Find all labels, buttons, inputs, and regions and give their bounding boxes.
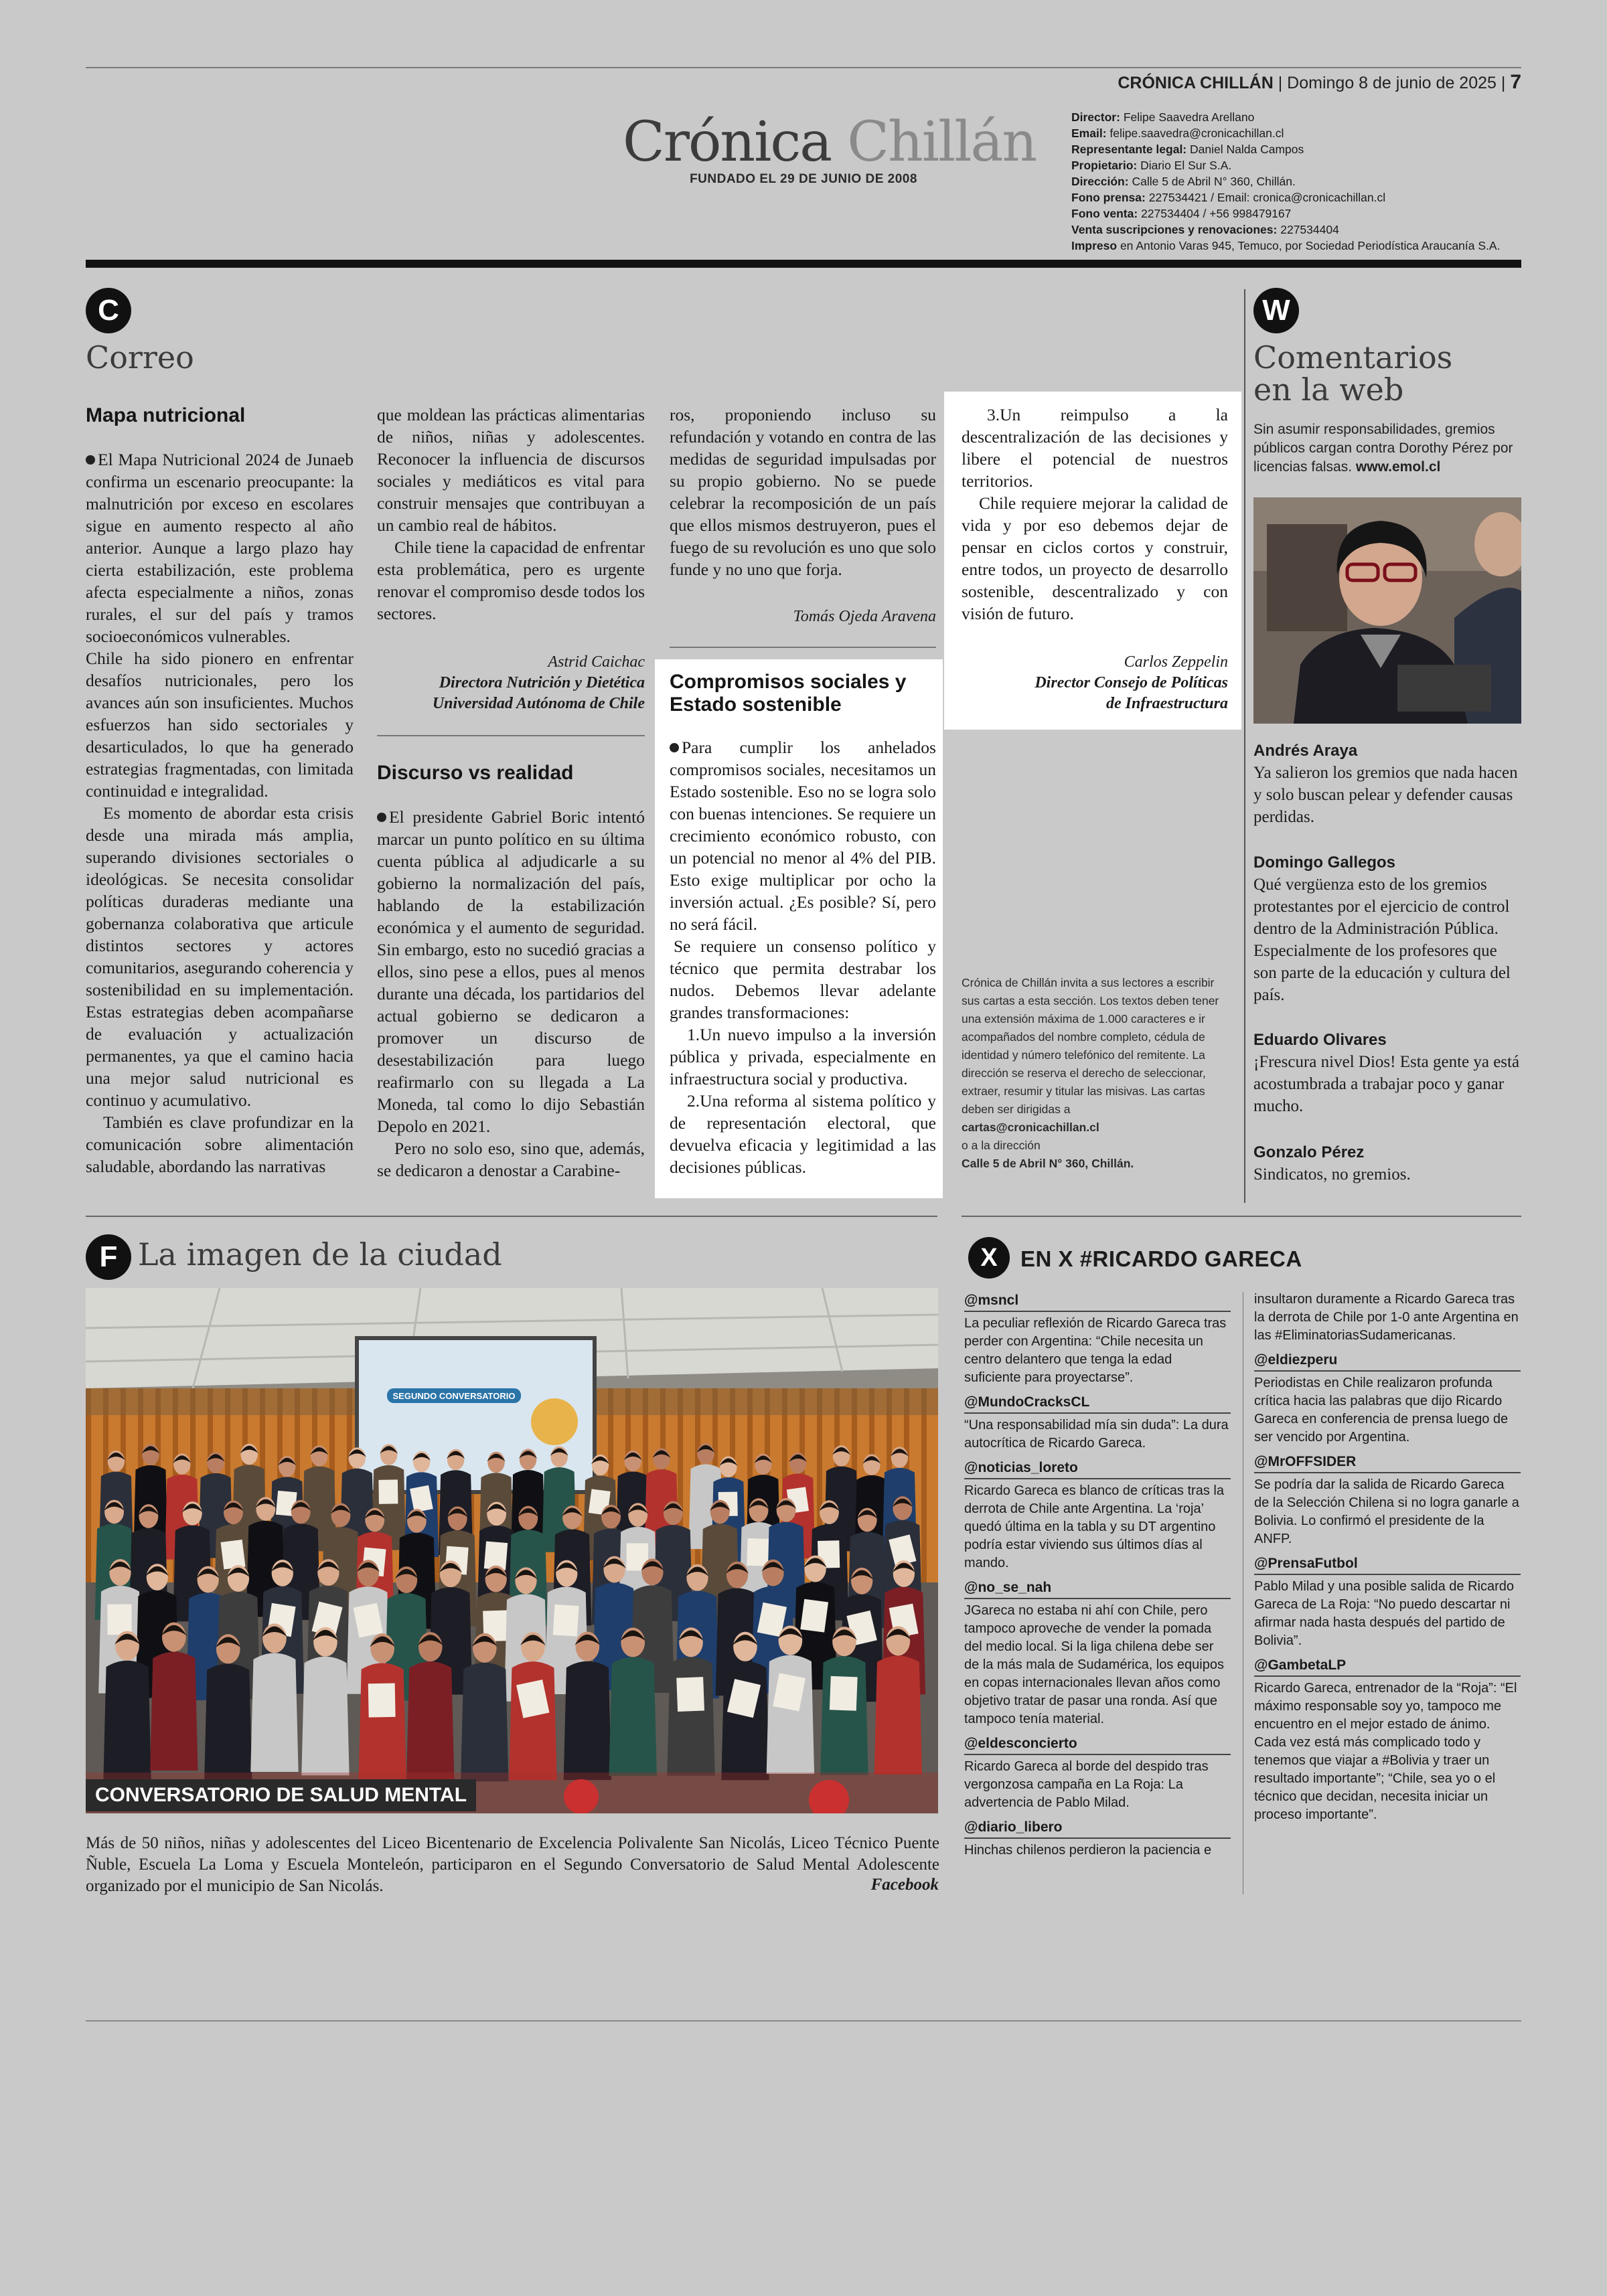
web-icon: W [1253, 288, 1299, 333]
paragraph: El presidente Gabriel Boric intentó marcar un punto político en su última cuenta pública al adjudicarle a su gobierno la normalización del país, hablando de la estabilización económica y el aumento de seguridad. Sin embargo, esto no sucedió gracias a ellos, sino pese a ellos, pues al menos durante una década, los partidarios del actual gobierno se dedicaron a promover un discurso de desestabilización para luego reafirmarlo con su llegada a La Moneda, tal como lo dijo Sebastián Depolo en 2021. [377, 807, 645, 1136]
tweet-handle[interactable]: @noticias_loreto [964, 1458, 1231, 1479]
comment-text: Sindicatos, no gremios. [1253, 1165, 1411, 1183]
letter3-body [670, 736, 936, 1178]
info-line: Director: Felipe Saavedra Arellano [1071, 110, 1255, 124]
x-title: EN X #RICARDO GARECA [1020, 1246, 1302, 1271]
letter3-heading: Compromisos sociales y Estado sostenible [670, 671, 907, 716]
paragraph: Chile tiene la capacidad de enfrentar esta problemática, pero es urgente renovar el compromiso desde todos los sectores. [377, 538, 645, 623]
comment-author: Domingo Gallegos [1253, 853, 1396, 872]
comment-author: Eduardo Olivares [1253, 1031, 1387, 1049]
comment-author: Andrés Araya [1253, 742, 1358, 760]
tweet-handle[interactable]: @GambetaLP [1254, 1655, 1521, 1677]
info-line: Dirección: Calle 5 de Abril N° 360, Chillán. [1071, 175, 1296, 188]
photo-caption [86, 1833, 939, 1897]
masthead [623, 110, 1037, 187]
signature-title: Directora Nutrición y Dietética [439, 674, 645, 691]
certificate [830, 1676, 858, 1711]
bullet-dot-icon [377, 813, 386, 822]
tweet-handle[interactable]: @MrOFFSIDER [1254, 1452, 1521, 1473]
signature-name: Carlos Zeppelin [1124, 653, 1228, 671]
paragraph: ros, proponiendo incluso su refundación y votando en contra de las medidas de seguridad impulsadas por su propio gobierno. No se puede celebrar la recomposición de un país que ellos mismos destruyeron, pues el fuego de su revolución es uno que solo funde y no uno que forja. [670, 405, 936, 579]
web-intro [1253, 420, 1521, 477]
tweet-handle[interactable]: @eldesconcierto [964, 1734, 1231, 1755]
crowd-person-body [820, 1656, 868, 1775]
info-line: Venta suscripciones y renovaciones: 227534404 [1071, 223, 1339, 236]
paragraph: También es clave profundizar en la comunicación sobre alimentación saludable, abordando las narrativas [86, 1113, 354, 1176]
x-column-1 [964, 1291, 1231, 1865]
letter1-col2 [377, 404, 645, 625]
crowd-person-body [609, 1657, 656, 1776]
tweet-handle[interactable]: @msncl [964, 1291, 1231, 1312]
running-date: Domingo 8 de junio de 2025 [1287, 74, 1497, 92]
tweet-handle[interactable]: @no_se_nah [964, 1578, 1231, 1599]
group-photo [86, 1288, 938, 1813]
crowd-person-body [509, 1661, 556, 1780]
crowd-person-body [103, 1661, 151, 1779]
paragraph: El Mapa Nutricional 2024 de Junaeb confirma un escenario preocupante: la malnutrición por exceso en escolares sigue en aumento respecto al año anterior. Aunque a largo plazo hay cierta estabilización, este problema afecta especialmente a niños, zonas rurales, el sur del país y tramos socioeconómicos vulnerables. [86, 450, 354, 646]
bullet-dot-icon [670, 743, 679, 752]
tweet-handle[interactable]: @MundoCracksCL [964, 1392, 1231, 1414]
certificate [676, 1677, 704, 1712]
speaker-photo [1253, 497, 1521, 724]
letter3-cont [962, 404, 1228, 625]
crowd-person-body [204, 1663, 252, 1782]
screen-text: SEGUNDO CONVERSATORIO [392, 1391, 516, 1401]
info-line: Fono venta: 227534404 / +56 998479167 [1071, 207, 1292, 220]
crowd-person-body [250, 1653, 298, 1771]
certificate [800, 1599, 828, 1633]
web-title: Comentarios en la web [1253, 339, 1453, 408]
comment-text: Ya salieron los gremios que nada hacen y solo buscan pelear y defender causas perdidas. [1253, 764, 1518, 826]
signature-name: Astrid Caichac [548, 653, 645, 671]
tweet-text: Pablo Milad y una posible salida de Ricardo Gareca de La Roja: “No puedo descartar ni afirmar nada hasta después del partido de Bolivia”. [1254, 1579, 1515, 1648]
crowd-person-body [874, 1655, 922, 1774]
letter1-col1 [86, 448, 354, 1177]
tweet-text: “Una responsabilidad mía sin duda”: La dura autocrítica de Ricardo Gareca. [964, 1418, 1229, 1451]
info-line: Fono prensa: 227534421 / Email: cronica@cronicachillan.cl [1071, 191, 1386, 204]
comment-text: ¡Frescura nivel Dios! Esta gente ya está acostumbrada a trabajar poco y ganar mucho. [1253, 1053, 1520, 1115]
tweet-text: Hinchas chilenos perdieron la paciencia e [964, 1843, 1212, 1858]
crowd-person-body [358, 1663, 406, 1781]
info-line: Propietario: Diario El Sur S.A. [1071, 159, 1232, 172]
imagen-title: La imagen de la ciudad [138, 1236, 502, 1273]
paragraph: Pero no solo eso, sino que, además, se dedicaron a denostar a Carabine- [377, 1139, 645, 1180]
top-rule [86, 67, 1521, 68]
page-number: 7 [1510, 71, 1521, 93]
info-line: Impreso en Antonio Varas 945, Temuco, por Sociedad Periodística Araucanía S.A. [1071, 239, 1501, 252]
certificate [368, 1683, 396, 1717]
tweet-handle[interactable]: @diario_libero [964, 1817, 1231, 1839]
masthead-info [1071, 109, 1527, 254]
section-divider [962, 1216, 1521, 1217]
comment-text: Qué vergüenza esto de los gremios protestantes por el ejercicio de control dentro de la Administración Pública. Especialmente de los profesores que son parte de la educación y cultura del país. [1253, 876, 1511, 1004]
correo-icon: C [86, 288, 131, 333]
running-title: CRÓNICA CHILLÁN [1118, 74, 1274, 92]
notice-or: o a la dirección [962, 1139, 1041, 1152]
crowd-person-body [564, 1661, 611, 1780]
comment-author: Gonzalo Pérez [1253, 1143, 1365, 1161]
tweet-text: Ricardo Gareca al borde del despido tras vergonzosa campaña en La Roja: La advertencia de Pablo Milad. [964, 1759, 1209, 1810]
letter1-signature [377, 652, 645, 714]
paragraph: Para cumplir los anhelados compromisos sociales, necesitamos un Estado sostenible. Eso no se logra solo con buenas intenciones. Se requiere un crecimiento económico robusto, con un potencial no menor al 4% del PIB. Esto exige multiplicar por ocho la inversión actual. ¿Es posible? Sí, pero no será fácil. [670, 738, 936, 934]
bullet-dot-icon [86, 455, 95, 465]
info-line: Email: felipe.saavedra@cronicachillan.cl [1071, 127, 1284, 140]
imagen-icon: F [86, 1234, 131, 1280]
column-divider [1244, 289, 1245, 1203]
running-header [1118, 72, 1521, 93]
crowd-person-body [461, 1663, 508, 1781]
certificate [553, 1605, 579, 1637]
running-separator: | [1501, 74, 1511, 92]
info-line: Representante legal: Daniel Nalda Campos [1071, 143, 1304, 156]
running-separator: | [1278, 74, 1288, 92]
founded-line: FUNDADO EL 29 DE JUNIO DE 2008 [690, 172, 917, 186]
tweet-handle[interactable]: @eldiezperu [1254, 1350, 1521, 1372]
letter1-heading: Mapa nutricional [86, 404, 246, 426]
header-thick-rule [86, 260, 1521, 268]
crowd-person-body [301, 1657, 349, 1775]
certificate [378, 1479, 398, 1503]
masthead-logo [623, 110, 1037, 175]
web-source[interactable]: www.emol.cl [1355, 459, 1441, 475]
tweet-text: Ricardo Gareca es blanco de críticas tras la derrota de Chile ante Argentina. La ‘roja’ quedó última en la tabla y su DT argentino podría estar viviendo sus últimos días al mando. [964, 1483, 1224, 1570]
letter2-col2 [377, 806, 645, 1181]
paragraph: Se requiere un consenso político y técnico que permita destrabar los nudos. Debemos llevar adelante grandes transformaciones: [670, 936, 936, 1022]
tweet-text: Se podría dar la salida de Ricardo Gareca de la Selección Chilena si no logra ganarle a Bolivia. Lo confirmó el presidente de la ANFP. [1254, 1477, 1519, 1546]
crowd-person-body [406, 1661, 454, 1780]
section-divider [86, 1216, 937, 1217]
correo-title: Correo [86, 339, 194, 376]
crowd-person-body [721, 1661, 769, 1780]
web-intro-text: Sin asumir responsabilidades, gremios públicos cargan contra Dorothy Pérez por licencias falsas. [1253, 422, 1513, 475]
signature-title: Director Consejo de Políticas [1035, 674, 1228, 691]
tweet-text: insultaron duramente a Ricardo Gareca tras la derrota de Chile por 1-0 ante Argentina en las #EliminatoriasSudamericanas. [1254, 1292, 1519, 1343]
web-comment [1253, 740, 1521, 828]
letter3-signature [962, 652, 1228, 714]
letter2-col3 [670, 404, 936, 580]
signature-org: de Infraestructura [1105, 695, 1228, 712]
divider [670, 647, 936, 648]
logo-cronica: Crónica [623, 110, 832, 174]
notice-text: Crónica de Chillán invita a sus lectores a escribir sus cartas a esta sección. Los textos deben tener una extensión máxima de 1.000 caracteres e ir acompañados del nombre completo, cédula de identidad y número telefónico del remitente. La dirección se reserva el derecho de seleccionar, extraer, resumir y titular las misivas. Las cartas deben ser dirigidas a [962, 976, 1219, 1116]
paragraph: 2.Una reforma al sistema político y de representación electoral, que devuelva eficacia y legitimidad a las decisiones públicas. [670, 1091, 936, 1177]
divider [377, 735, 645, 736]
web-comment [1253, 1142, 1521, 1185]
bottom-rule [86, 2020, 1521, 2022]
certificate [221, 1540, 246, 1569]
tweet-handle[interactable]: @PrensaFutbol [1254, 1554, 1521, 1575]
notice-email[interactable]: cartas@cronicachillan.cl [962, 1121, 1099, 1134]
photo-banner: CONVERSATORIO DE SALUD MENTAL [86, 1779, 476, 1811]
paragraph: Chile ha sido pionero en enfrentar desafíos nutricionales, pero los avances aún son insuficientes. Muchos esfuerzos han sido sectoriales y desarticulados, lo que ha generado estrategias fragmentadas, con limitada continuidad e integralidad. [86, 649, 354, 801]
x-icon: X [968, 1237, 1010, 1279]
paragraph: Chile requiere mejorar la calidad de vida y por eso debemos dejar de pensar en ciclos cortos y construir, entre todos, un proyecto de desarrollo sostenible, descentralizado y con visión de futuro. [962, 493, 1228, 623]
paragraph: Es momento de abordar esta crisis desde una mirada más amplia, superando divisiones sectoriales o ideológicas. Se necesita consolidar políticas duraderas mediante una gobernanza colaborativa que articule distintos sectores y actores comunitarios, asegurando coherencia y sostenibilidad en su implementación. Estas estrategias deben acompañarse de evaluación y actualización permanentes, ya que el camino hacia una mejor salud nutricional es continuo y acumulativo. [86, 803, 354, 1110]
certificate [107, 1605, 131, 1635]
crowd-person-body [667, 1657, 714, 1775]
notice-address: Calle 5 de Abril N° 360, Chillán. [962, 1157, 1134, 1170]
tweet-text: JGareca no estaba ni ahí con Chile, pero tampoco aproveche de vender la pomada del medio local. Si la liga chilena debe ser de la más mala de Sudamérica, los equipos en copas internacionales llevan años como objetivo tratar de pasar una ronda. Así que tampoco tenía material. [964, 1603, 1224, 1726]
tweet-text: Periodistas en Chile realizaron profunda crítica hacia las palabras que dijo Ricardo Gareca en conferencia de prensa luego de ser vencido por Argentina. [1254, 1376, 1509, 1445]
tweet-text: La peculiar reflexión de Ricardo Gareca tras perder con Argentina: “Chile necesita un centro delantero que tenga la edad suficiente para proyectarse”. [964, 1316, 1227, 1385]
caption-text: Más de 50 niños, niñas y adolescentes del Liceo Bicentenario de Excelencia Polivalente San Nicolás, Liceo Técnico Puente Ñuble, Escuela La Loma y Escuela Monteleón, participaron en el Segundo Conversatorio de Salud Mental Adolescente organizado por el municipio de San Nicolás. [86, 1834, 939, 1895]
paragraph: 1.Un nuevo impulso a la inversión pública y privada, especialmente en infraestructura social y productiva. [670, 1025, 936, 1088]
x-column-2 [1254, 1291, 1521, 1829]
web-photo [1253, 497, 1521, 724]
city-photo [86, 1288, 938, 1813]
paragraph: que moldean las prácticas alimentarias de niños, niñas y adolescentes. Reconocer la influencia de discursos sociales y mediáticos es vital para construir mensajes que contribuyan a un cambio real de hábitos. [377, 405, 645, 535]
signature-name: Tomás Ojeda Aravena [793, 608, 936, 625]
tweet-text: Ricardo Gareca, entrenador de la “Roja”: “El máximo responsable soy yo, tampoco me encuentro en el mejor estado de ánimo. Cada vez está más complicado todo y tenemos que viajar a #Bolivia y traer un resultado importante”; “Chile, sea yo o el técnico que decidan, necesita iniciar un proceso importante”. [1254, 1681, 1517, 1822]
letter2-signature [670, 606, 936, 627]
crowd-person-body [150, 1652, 198, 1771]
crowd-person-body [767, 1655, 814, 1774]
web-comment [1253, 1030, 1521, 1117]
paragraph: 3.Un reimpulso a la descentralización de las decisiones y libere el potencial de nuestros territorios. [962, 405, 1228, 491]
certificate [747, 1538, 769, 1566]
photo-credit: Facebook [870, 1876, 939, 1894]
letter2-heading: Discurso vs realidad [377, 762, 574, 784]
web-comment [1253, 852, 1521, 1006]
signature-org: Universidad Autónoma de Chile [432, 695, 645, 712]
letters-notice [962, 974, 1228, 1173]
logo-chillan: Chillán [847, 110, 1037, 174]
